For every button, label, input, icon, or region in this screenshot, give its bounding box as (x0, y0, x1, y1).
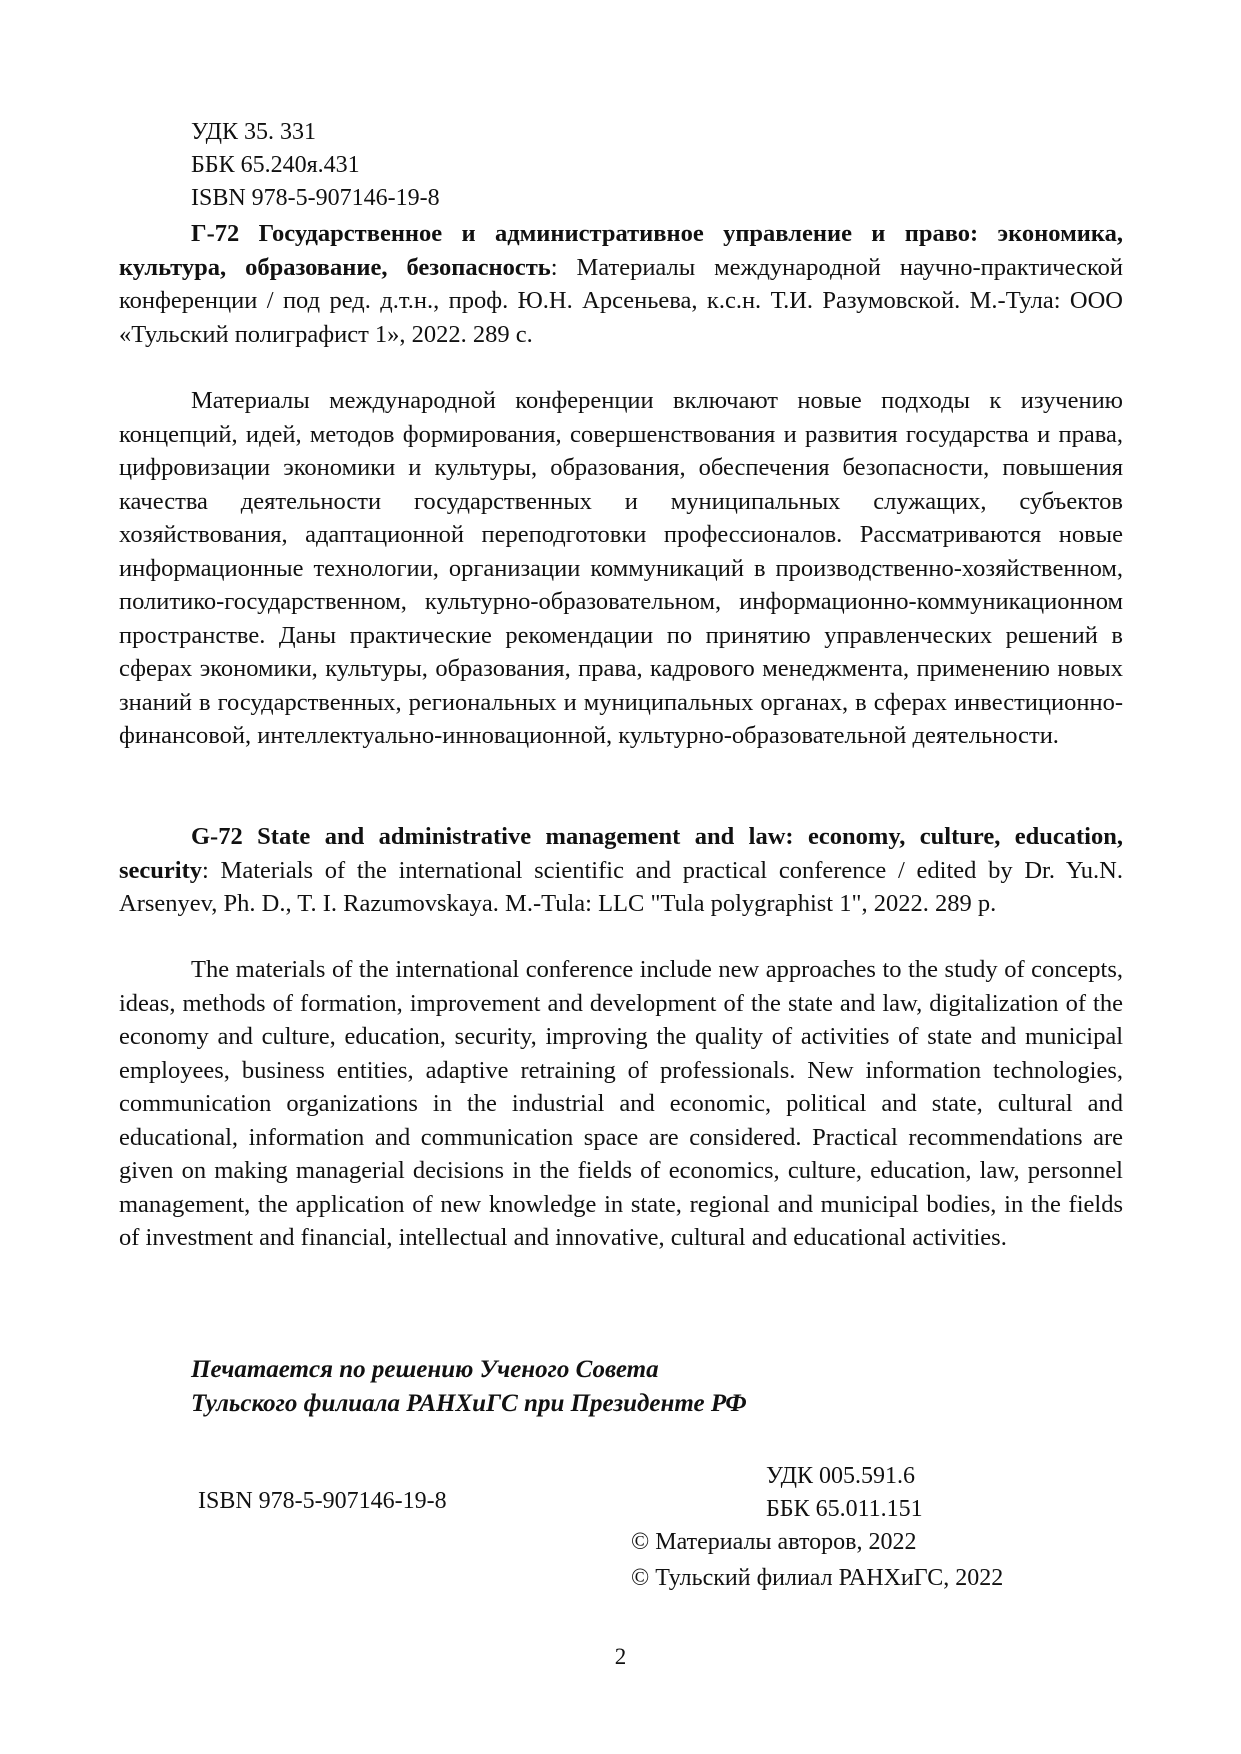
footer-isbn: ISBN 978-5-907146-19-8 (198, 1488, 447, 1514)
footer-udk: УДК 005.591.6 (766, 1463, 915, 1489)
ru-abstract-text: Материалы международной конференции включают новые подходы к изучению концепций, идей, методов формирования, совершенствования и развития государства и права, цифровизации экономики и культуры, образования, обеспечения безопасности, повышения качества деятельности государственных и муниципальных служащих, субъектов хозяйствования, адаптационной переподготовки профессионалов. Рассматриваются новые информационные технологии, организации коммуникаций в производственно-хозяйственном, политико-государственном, культурно-образовательном, информационно-коммуникационном пространстве. Даны практические рекомендации по принятию управленческих решений в сферах экономики, культуры, образования, права, кадрового менеджмента, применению новых знаний в государственных, региональных и муниципальных органах, в сферах инвестиционно-финансовой, интеллектуально-инновационной, культурно-образовательной деятельности. (119, 387, 1123, 749)
en-publication-details: : Materials of the international scientific and practical conference / edited by Dr. Yu.N. Arsenyev, Ph. D., T. I. Razumovskaya. M.-Tula: LLC "Tula polygraphist 1", 2022. 289 p. (119, 856, 1123, 917)
copyright-branch: © Тульский филиал РАНХиГС, 2022 (631, 1565, 1004, 1591)
copyright-authors: © Материалы авторов, 2022 (631, 1529, 917, 1555)
ru-abstract (119, 384, 1123, 753)
ru-title: Г-72 Государственное и административное управление и право: экономика, культура, образование, безопасность (119, 220, 1123, 281)
bbk-code: ББК 65.240я.431 (191, 152, 360, 178)
en-abstract (119, 953, 1123, 1255)
page-number: 2 (614, 1644, 627, 1669)
publication-approval (191, 1353, 747, 1421)
ru-bibliographic-entry (119, 217, 1123, 351)
udk-code: УДК 35. 331 (191, 119, 316, 145)
isbn-code: ISBN 978-5-907146-19-8 (191, 185, 440, 211)
approval-line-2: Тульского филиала РАНХиГС при Президенте РФ (191, 1390, 747, 1417)
header-codes (191, 116, 440, 215)
en-title: G-72 State and administrative management and law: economy, culture, education, security (119, 823, 1123, 884)
footer-bbk: ББК 65.011.151 (766, 1496, 923, 1522)
ru-publication-details: : Материалы международной научно-практической конференции / под ред. д.т.н., проф. Ю.Н. Арсеньева, к.с.н. Т.И. Разумовской. М.-Тула: ООО «Тульский полиграфист 1», 2022. 289 с. (119, 253, 1124, 348)
en-abstract-text: The materials of the international conference include new approaches to the study of concepts, ideas, methods of formation, improvement and development of the state and law, digitalization of the economy and culture, education, security, improving the quality of activities of state and municipal employees, business entities, adaptive retraining of professionals. New information technologies, communication organizations in the industrial and economic, political and state, cultural and educational, information and communication space are considered. Practical recommendations are given on making managerial decisions in the fields of economics, culture, education, law, personnel management, the application of new knowledge in state, regional and municipal bodies, in the fields of investment and financial, intellectual and innovative, cultural and educational activities. (119, 956, 1123, 1251)
copyright-notices (631, 1524, 1003, 1596)
en-bibliographic-entry (119, 820, 1123, 921)
approval-line-1: Печатается по решению Ученого Совета (191, 1356, 659, 1383)
footer-codes (766, 1460, 923, 1526)
